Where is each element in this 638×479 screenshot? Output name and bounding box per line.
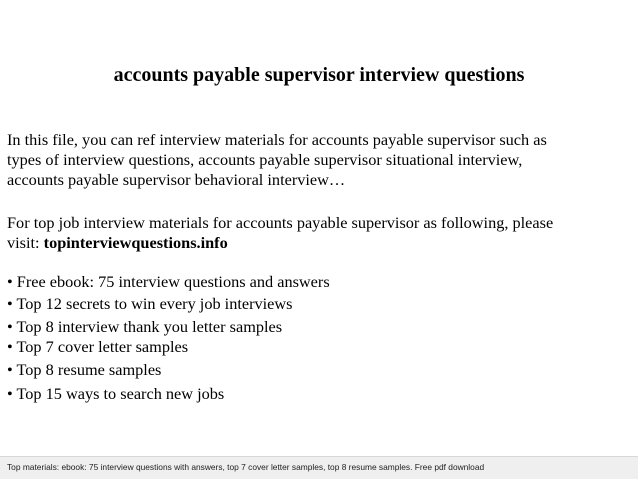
- list-item: • Top 12 secrets to win every job interviews: [7, 294, 293, 313]
- site-link[interactable]: topinterviewquestions.info: [43, 233, 228, 252]
- intro-line: accounts payable supervisor behavioral interview…: [7, 170, 346, 189]
- materials-list: [7, 272, 632, 404]
- intro-line: In this file, you can ref interview materials for accounts payable supervisor such as: [7, 130, 547, 149]
- list-item: • Free ebook: 75 interview questions and answers: [7, 272, 330, 291]
- visit-line: [7, 233, 632, 253]
- footer-text: Top materials: ebook: 75 interview questions with answers, top 7 cover letter samples, top 8 resume samples. Free pdf download: [7, 462, 485, 472]
- footer-bar: [0, 456, 638, 479]
- list-item: • Top 15 ways to search new jobs: [7, 384, 225, 403]
- visit-label: visit:: [7, 233, 44, 252]
- list-item: • Top 8 resume samples: [7, 360, 162, 379]
- page-title: accounts payable supervisor interview questions: [113, 64, 525, 86]
- top-materials-line: For top job interview materials for accounts payable supervisor as following, please: [7, 213, 554, 232]
- intro-line: types of interview questions, accounts payable supervisor situational interview,: [7, 150, 523, 169]
- list-item: • Top 8 interview thank you letter samples: [7, 317, 283, 336]
- list-item: • Top 7 cover letter samples: [7, 337, 189, 356]
- intro-paragraph: [7, 130, 632, 190]
- top-materials-paragraph: [7, 213, 632, 253]
